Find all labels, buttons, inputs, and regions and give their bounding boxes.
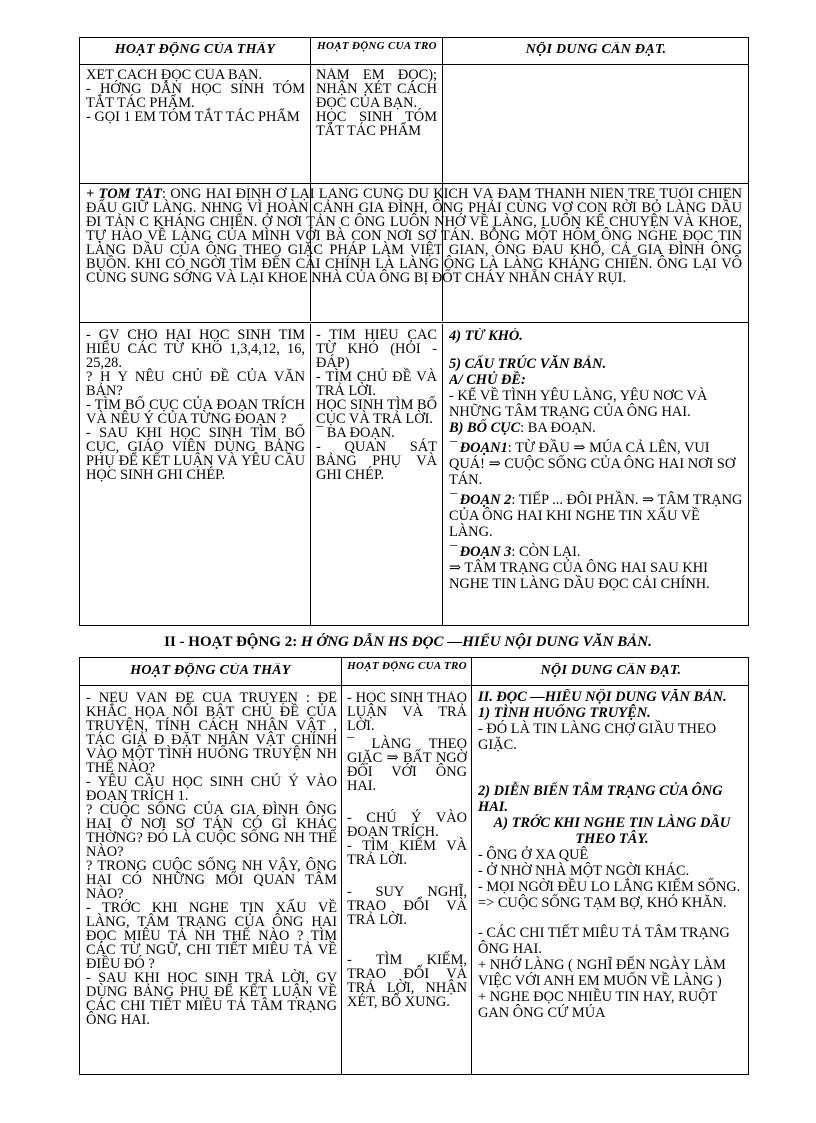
- student-line: HỌC SINH TÌM BỐ CỤC VÀ TRẢ LỜI.: [316, 397, 437, 427]
- content-heading: 1) TÌNH HUỐNG TRUYỆN.: [478, 705, 651, 721]
- teacher-line: ? CUỘC SỐNG CỦA GIA ĐÌNH ÔNG HAI Ở NƠI SƠ TÁN CÓ GÌ KHÁC THỜNG? ĐÓ LÀ CUỘC SỐNG NH THẾ NÀO?: [86, 802, 337, 860]
- content-heading: 5) CẤU TRÚC VĂN BẢN.: [449, 356, 607, 372]
- student-line: ¯ BA ĐOẠN.: [316, 425, 395, 441]
- content-line: B) BỐ CỤC: BA ĐOẠN.: [449, 420, 596, 436]
- content-line: - CÁC CHI TIẾT MIÊU TẢ TÂM TRẠNG ÔNG HAI.: [478, 925, 730, 957]
- content-line: + NHỚ LÀNG ( NGHĨ ĐẾN NGÀY LÀM VIỆC VỚI ANH EM MUỐN VỀ LÀNG ): [478, 957, 726, 989]
- content-heading: A/ CHỦ ĐỀ:: [449, 372, 526, 388]
- row3-teacher-cell: [86, 328, 305, 623]
- content-line: - Ở NHỜ NHÀ MỘT NGỜI KHÁC.: [478, 863, 690, 879]
- content-line: - KỂ VỀ TÌNH YÊU LÀNG, YÊU NƠC VÀ NHỮNG TÂM TRẠNG CỦA ÔNG HAI.: [449, 388, 708, 420]
- student-line: - TÌM KIẾM, TRAO ĐỔI VÀ TRẢ LỜI, NHẬN XÉT, BỔ XUNG.: [347, 952, 467, 1010]
- content-line: ⇒ TÂM TRẠNG CỦA ÔNG HAI SAU KHI NGHE TIN LÀNG DẦU ĐỌC CẢI CHÍNH.: [449, 560, 710, 592]
- student-cell: [347, 691, 467, 1073]
- content-line: ¯ ĐOẠN 2: TIẾP ... ĐÔI PHẦN. ⇒ TÂM TRẠNG CỦA ÔNG HAI KHI NGHE TIN XẤU VỀ LÀNG.: [449, 492, 743, 540]
- student-line: NĂM EM ĐỌC); NHẬN XÉT CÁCH ĐỌC CỦA BẠN.: [316, 68, 437, 111]
- student-line: - CHÚ Ý VÀO ĐOẠN TRÍCH.: [347, 810, 467, 840]
- header-teacher-activity: HOẠT ĐỘNG CỦA THẦY: [114, 42, 276, 57]
- content-line: => CUỘC SỐNG TẠM BỢ, KHÓ KHĂN.: [478, 895, 727, 911]
- student-line: - TÌM KIẾM VÀ TRẢ LỜI.: [347, 838, 467, 868]
- teacher-line: - SAU KHI HỌC SINH TRẢ LỜI, GV DÙNG BẢNG PHỤ ĐỂ KẾT LUẬN VỀ CÁC CHI TIẾT MIÊU TẢ TÂM TRẠNG ÔNG HAI.: [86, 970, 337, 1028]
- content-line: ¯ ĐOẠN 3: CÒN LẠI.: [449, 544, 581, 560]
- teacher-line: - GV CHO HAI HỌC SINH TÌM HIỂU CÁC TỪ KHÓ 1,3,4,12, 16, 25,28.: [86, 328, 305, 371]
- teacher-line: - SAU KHI HỌC SINH TÌM BỐ CỤC, GIÁO VIÊN DÙNG BẢNG PHỤ ĐỂ KẾT LUẬN VÀ YÊU CẦU HỌC SINH GHI CHÉP.: [86, 425, 305, 483]
- teacher-cell: [86, 691, 337, 1073]
- header-content: NỘI DUNG CẦN ĐẠT.: [525, 42, 667, 57]
- teacher-line: XÉT CÁCH ĐỌC CỦA BẠN.: [86, 68, 263, 83]
- student-line: - HỌC SINH THẢO LUẬN VÀ TRẢ LỜI.: [347, 691, 467, 734]
- teacher-line: - GỌI 1 EM TÓM TẮT TÁC PHẨM: [86, 109, 300, 125]
- section-title: [0, 634, 816, 656]
- content-heading: 2) DIỄN BIẾN TÂM TRẠNG CỦA ÔNG HAI.: [478, 783, 723, 815]
- student-line: HỌC SINH TÓM TẮT TÁC PHẨM: [316, 109, 437, 139]
- student-line: - TÌM HIỂU CÁC TỪ KHÓ (HỎI - ĐÁP): [316, 328, 437, 371]
- student-line: - TÌM CHỦ ĐỀ VÀ TRẢ LỜI.: [316, 369, 437, 399]
- header-content: NỘI DUNG CẦN ĐẠT.: [540, 663, 682, 678]
- content-line: - ÔNG Ở XA QUÊ: [478, 847, 589, 863]
- teacher-line: - TÌM BỐ CỤC CỦA ĐOẠN TRÍCH VÀ NÊU Ý CỦA TỪNG ĐOẠN ?: [86, 397, 305, 427]
- teacher-line: - YÊU CẦU HỌC SINH CHÚ Ý VÀO ĐOẠN TRÍCH 1.: [86, 774, 337, 804]
- row3-content-cell: [449, 328, 745, 623]
- header-teacher-activity: HOẠT ĐỘNG CỦA THẦY: [130, 663, 291, 678]
- header-student-activity: HOẠT ĐỘNG CỦA TRÒ: [347, 661, 467, 672]
- content-heading: A) TRỚC KHI NGHE TIN LÀNG DẦU THEO TÂY.: [493, 815, 731, 847]
- summary-text: : ÔNG HAI ĐỊNH Ở LẠI LÀNG CÙNG DU KÍCH VÀ ĐÁM THANH NIÊN TRẺ TUỔI CHIẾN ĐẤU GIỮ LÀNG. NHNG VÌ HOÀN CẢNH GIA ĐÌNH, ÔNG PHẢI CÙNG VỢ CON RỜI BỎ LÀNG DẦU ĐI TẢN C KHÁNG CHIẾN. Ở NƠI TẢN C ÔNG LUÔN NHỚ VỀ LÀNG, LUÔN KỂ CHUYỆN VÀ KHOE, TỰ HÀO VỀ LÀNG CỦA MÌNH VỚI BÀ CON NƠI SƠ TÁN. BỖNG MỘT HÔM ÔNG NGHE ĐỌC TIN LÀNG DẦU CỦA ÔNG THEO GIẶC PHÁP LÀM VIỆT GIAN, ÔNG ĐAU KHỔ, CẢ GIA ĐÌNH ÔNG BUỒN. KHI CÓ NGỜI TÌM ĐẾN CẢI CHÍNH LÀ LÀNG ÔNG LÀ LÀNG KHÁNG CHIẾN. ÔNG LẠI VÔ CÙNG SUNG SỚNG VÀ LẠI KHOE NHÀ CỦA ÔNG BỊ ĐỐT CHÁY NHẴN CHÁY RỤI.: [86, 187, 742, 286]
- teacher-line: ? TRONG CUỘC SỐNG NH VẬY, ÔNG HAI CÓ NHỮNG MỐI QUAN TÂM NÀO?: [86, 858, 337, 902]
- row1-teacher-cell: [86, 68, 305, 180]
- row3-student-cell: [316, 328, 437, 623]
- activity-table-2: [79, 657, 749, 1075]
- content-cell: [478, 689, 746, 1073]
- student-line: - SUY NGHĨ, TRAO ĐỔI VÀ TRẢ LỜI.: [347, 884, 467, 928]
- teacher-line: ? H Y NÊU CHỦ ĐỀ CỦA VĂN BẢN?: [86, 369, 305, 399]
- teacher-line: - TRỚC KHI NGHE TIN XẤU VỀ LÀNG, TÂM TRẠNG CỦA ÔNG HAI ĐỌC MIÊU TẢ NH THẾ NÀO ? TÌM CÁC TỪ NGỮ, CHI TIẾT MIÊU TẢ VỀ ĐIỀU ĐÓ ?: [86, 900, 337, 972]
- content-line: - MỌI NGỜI ĐỀU LO LẮNG KIẾM SỐNG.: [478, 879, 741, 895]
- section-heading: H ỚNG DẪN HS ĐỌC —HIỂU NỘI DUNG VĂN BẢN.: [300, 634, 652, 650]
- student-line: ¯ LÀNG THEO GIẶC ⇒ BẤT NGỜ ĐỐI VỚI ÔNG HAI.: [347, 736, 467, 794]
- teacher-line: - NÊU VẤN ĐỀ CỦA TRUYỆN : ĐỂ KHẮC HỌA NỔI BẬT CHỦ ĐỀ CỦA TRUYỆN, TÍNH CÁCH NHÂN VẬT , TÁC GIẢ Đ ĐẶT NHÂN VẬT CHÍNH VÀO MỘT TÌNH HUỐNG TRUYỆN NH THẾ NÀO?: [86, 691, 337, 776]
- row1-student-cell: [316, 68, 437, 180]
- content-heading: II. ĐỌC —HIỂU NỘI DUNG VĂN BẢN.: [478, 689, 727, 705]
- content-line: + NGHE ĐỌC NHIỀU TIN HAY, RUỘT GAN ÔNG CỨ MÚA: [478, 989, 718, 1021]
- content-heading: 4) TỪ KHÓ.: [449, 328, 523, 344]
- header-student-activity: HOẠT ĐỘNG CỦA TRÒ: [317, 41, 437, 52]
- section-prefix: II - HOẠT ĐỘNG 2:: [164, 634, 298, 650]
- content-line: - ĐÓ LÀ TIN LÀNG CHỢ GIẦU THEO GIẶC.: [478, 721, 717, 753]
- student-line: - QUAN SÁT BẢNG PHỤ VÀ GHI CHÉP.: [316, 439, 437, 483]
- summary-cell: [86, 187, 742, 318]
- summary-label: + TÓM TẮT: [86, 187, 162, 202]
- teacher-line: - HỚNG DẪN HỌC SINH TÓM TẮT TÁC PHẨM.: [86, 81, 305, 111]
- activity-table-1: [79, 37, 749, 626]
- content-line: ¯ ĐOẠN1: TỪ ĐẦU ⇒ MÚA CẢ LÊN, VUI QUÁ! ⇒ CUỘC SỐNG CỦA ÔNG HAI NƠI SƠ TÁN.: [449, 440, 736, 488]
